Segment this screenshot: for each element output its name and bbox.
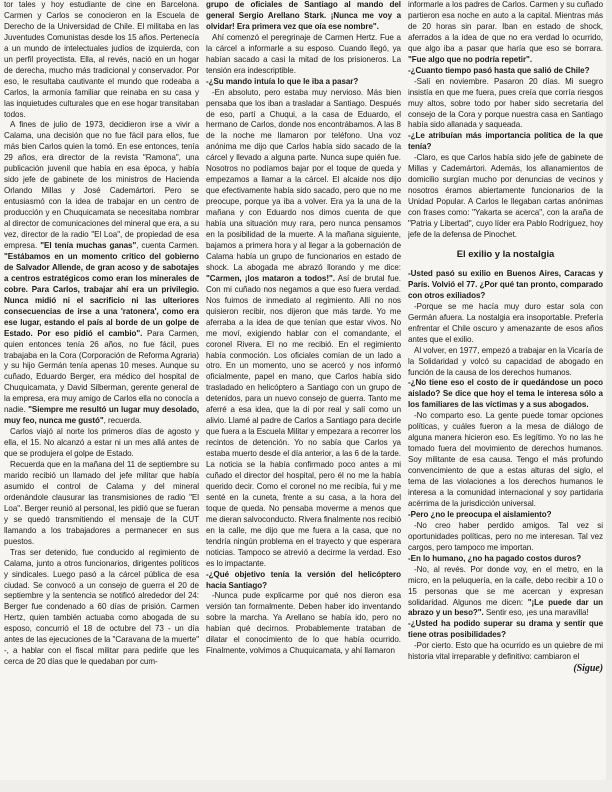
paragraph: -Salí en noviembre. Pasaron 20 días. Mi suegro insistía en que me fuera, pues creía que corría riesgos muy altos, sobre todo por haber sido secretaria del consejo de la Cora y porque nuestra casa en Santiago había sido allanada y saqueada. [408, 76, 603, 130]
interview-question: -¿Usted ha podido superar su drama y sentir que tiene otras posibilidades? [408, 619, 603, 640]
page-bottom-edge [0, 780, 612, 792]
quote: "Carmen, ¡los mataron a todos!". [206, 273, 335, 283]
paragraph: -No comparto eso. La gente puede tomar opciones políticas, y cuáles fueron a la mesa de diálogo de alguna manera hicieron eso. Es legítimo. Yo no las he tomado fuera del movimiento de derechos humanos. Soy militante de esa causa. Tengo el más profundo convencimiento de que a estas alturas del siglo, el tema de las violaciones a los derechos humanos le interesa a la comunidad internacional y soy partidaria acérrima de la jurisdicción universal. [408, 411, 603, 508]
page-edge [606, 0, 612, 792]
paragraph: informarle a los padres de Carlos. Carmen y su cuñado partieron esa noche en auto a la capital. Mientras más de 20 horas sin parar. Iban en estado de shock, aferrados a la idea de que no era verdad lo ocurrido, que algo iba a pasar que haría que eso se borrara. "Fue algo que no podría repetir". [408, 0, 603, 64]
interview-question: -¿Su mando intuía lo que le iba a pasar? [206, 76, 359, 86]
paragraph: -En absoluto, pero estaba muy nervioso. Más bien pensaba que los iban a trasladar a Santiago. Después de eso, partí a Chuqui, a la casa de Eduardo, el hermano de Carlos, donde nos encontrábamos. A las 8 de la noche me llamaron por teléfono. Una voz anónima me dijo que Carlos había sido sacado de la cárcel y llevado a alguna parte. Nunca supe quién fue. Nosotros no podíamos bajar por el toque de queda y empezamos a llamar a la cárcel. El alcaide nos dijo que efectivamente había sido sacado, pero que no me preocupe, porque ya iba a volver. Era ya la una de la mañana y con Eduardo nos dimos cuenta de que había una situación muy rara, pero nunca pensamos en la posibilidad de la muerte. A la mañana siguiente, bajamos a primera hora y al llegar a la gobernación de Calama había un grupo de funcionarios en estado de shock. La abogada me abrazó llorando y me dice: "Carmen, ¡los mataron a todos!". Así de brutal fue. Con mi cuñado nos negamos a que eso fuera verdad. Nos fuimos de inmediato al regimiento. Allí no nos quisieron recibir, nos dijeron que más tarde. Yo me aferraba a la idea de que tenían que estar vivos. No me moví, exigiendo hablar con el comandante, el coronel Rivera. El no me recibió. En el regimiento había conmoción. Los oficiales comían de un lado a otro. En un momento, uno se acercó y nos informó oficialmente, papel en mano, que Carlos había sido trasladado en helicóptero a Santiago con un grupo de detenidos, para un nuevo consejo de guerra. Tanto me aferré a esa idea, que la di por real y salí como un alivio. Llamé al padre de Carlos a Santiago para decirle que fuera a la Escuela Militar y empezara a recorrer los recintos de detención. Yo no sabía que Carlos ya estaba muerto desde el día anterior, a las 6 de la tarde. La noticia se la había confirmado poco antes a mi cuñado el director del hospital, pero él no me la había querido decir. Como el coronel no me recibía, fui y me senté en la cuneta, frente a su casa, a la hora del toque de queda. No pensaba moverme a menos que me dieran salvoconducto. Rivera finalmente nos recibió en la calle, me dijo que me fuera a la casa, que no tendría ningún problema en el trayecto y que esperara noticias. Tampoco se atrevió a decirme la verdad. Eso es lo impactante. [206, 87, 401, 568]
paragraph: Al volver, en 1977, empezó a trabajar en la Vicaría de la Solidaridad y volcó su capacidad de abogado en función de la causa de los derechos humanos. [408, 345, 603, 377]
paragraph: grupo de oficiales de Santiago al mando del general Sergio Arellano Stark. ¡Nunca me voy a olvidar! Era primera vez que oía ese nombre". [206, 0, 401, 31]
paragraph: -Nunca pude explicarme por qué nos dieron esa versión tan formalmente. Deben haber ido inventando sobre la marcha. Ya Arellano se había ido, pero no habían qué decirnos. Probablemente trataban de dilatar el conocimiento de lo que había ocurrido. Finalmente, volvimos a Chuquicamata, y ahí llamaron [206, 591, 401, 656]
quote: "El tenía muchas ganas" [40, 240, 137, 250]
paragraph: Tras ser detenido, fue conducido al regimiento de Calama, junto a otros funcionarios, dirigentes políticos y sindicales. Luego pasó a la cárcel pública de esa ciudad. Se convocó a un consejo de guerra el 20 de septiembre y la sentencia se notificó alrededor del 24: Berger fue condenado a 60 días de prisión. Carmen Hertz, quien también actuaba como abogada de su esposo, concurrió el 18 de octubre del 73 - un día antes de las ejecuciones de la "Caravana de la muerte" -, a hablar con el fiscal militar para pedirle que les cerca de 20 días que le quedaban por cum- [4, 547, 199, 667]
paragraph: Ahí comenzó el peregrinaje de Carmen Hertz. Fue a la cárcel a informarle a su esposo. Cuando llegó, ya habían sacado a casi la mitad de los prisioneros. La tensión era indescriptible. [206, 32, 401, 75]
column-3 [408, 0, 603, 780]
interview-question: -En lo humano, ¿no ha pagado costos duros? [408, 553, 582, 563]
interview-question: -¿No tiene eso el costo de ir quedándose un poco aislado? Se dice que hoy el tema le interesa sólo a los familiares de las víctimas y a sus abogados. [408, 378, 603, 410]
paragraph: tor tales y hoy estudiante de cine en Barcelona. Carmen y Carlos se conocieron en la Escuela de Derecho de la Universidad de Chile. El militaba en las Juventudes Comunistas desde los 15 años. Pertenecía a un mundo de intelectuales judíos de izquierda, con un perfil proyectista. Ella, al revés, nació en un hogar de derecha, mucho más tradicional y conservador. Por eso, le resultaba cautivante el mundo que rodeaba a Carlos, la armonía familiar que reinaba en su casa y las inquietudes culturales que en ese hogar transitaban todos. [4, 0, 199, 119]
paragraph: -Por cierto. Esto que ha ocurrido es un quiebre de mi historia vital irreparable y definitivo: cambiaron el [408, 641, 603, 662]
quote: "Siempre me resultó un lugar muy desolado, muy feo, nunca me gustó" [4, 405, 199, 426]
paragraph: -Claro, es que Carlos había sido jefe de gabinete de Millas y Cademártori. Además, los allanamientos de domicilio surgían mucho por denuncias de vecinos y nosotros éramos abiertamente funcionarios de la Unidad Popular. A Carlos le llegaban cartas anónimas con frases como: "Yakarta se acerca", con la araña de "Patria y Libertad", cuyo líder era Pablo Rodríguez, hoy jefe de la defensa de Pinochet. [408, 153, 603, 240]
interview-question: -Pero ¿no le preocupa el aislamiento? [408, 509, 552, 519]
paragraph: -No creo haber perdido amigos. Tal vez si oportunidades políticas, pero no me interesan. Tal vez cargos, pero tampoco me importan. [408, 520, 603, 552]
interview-question: -¿Cuanto tiempo pasó hasta que salió de Chile? [408, 65, 590, 75]
interview-question: -¿Le atribuían más importancia política de la que tenía? [408, 131, 603, 152]
paragraph: -No, al revés. Por donde voy, en el metro, en la micro, en la peluquería, en la calle, debo recibir a 10 o 15 personas que se me acercan y expresan solidaridad. Algunos me dicen: "¡Le puede dar un abrazo y un beso?". Sentir eso, ¡es una maravilla! [408, 564, 603, 618]
continued-marker: (Sigue) [573, 663, 603, 675]
paragraph: Carlos viajó al norte los primeros días de agosto y ella, el 15. No alcanzó a estar ni un mes allá antes de que se produjera el golpe de Estado. [4, 427, 199, 459]
column-2 [206, 0, 401, 780]
paragraph: A fines de julio de 1973, decidieron irse a vivir a Calama, una decisión que no fue fácil para ellos, fue más bien Carlos quien la tomó. En ese entonces, tenía 29 años, era director de la revista "Ramona", una publicación juvenil que había en esa época, y había sido jefe de gabinete de los ministros de Hacienda Orlando Millas y José Cademártori. Pero se entusiasmó con la idea de trabajar en un centro de producción y en Chuquicamata se necesitaba nombrar al director de comunicaciones del mineral que era, a su vez, director de la radio "El Loa", de propiedad de esa empresa. "El tenía muchas ganas", cuenta Carmen. "Estábamos en un momento crítico del gobierno de Salvador Allende, de gran acoso y de sabotajes a centros estratégicos como eran los minerales de cobre. Para Carlos, trabajar ahí era un privilegio. Nunca midió ni el sacrificio ni las ulteriores consecuencias de irse a una 'ratonera', como era ese lugar, estando el país al borde de un golpe de Estado. Por eso pidió el cambio". Para Carmen, quien entonces tenía 26 años, no fue fácil, pues trabajaba en la Cora (Corporación de Reforma Agraria) y su hijo Germán tenía apenas 10 meses. Aunque su cuñado, Eduardo Berger, era médico del hospital de Chuquicamata, y David Silberman, gerente general de la empresa, era muy amigo de Carlos ella no conocía a nadie. "Siempre me resultó un lugar muy desolado, muy feo, nunca me gustó", recuerda. [4, 120, 199, 426]
column-1 [4, 0, 199, 780]
section-heading: El exilio y la nostalgia [456, 248, 555, 260]
quote: "Estábamos en un momento crítico del gobierno de Salvador Allende, de gran acoso y de sabotajes a centros estratégicos como eran los minerales de cobre. Para Carlos, trabajar ahí era un privilegio. Nunca midió ni el sacrificio ni las ulteriores consecuencias de irse a una 'ratonera', como era ese lugar, estando el país al borde de un golpe de Estado. Por eso pidió el cambio". [4, 251, 199, 338]
interview-question: -Usted pasó su exilio en Buenos Aires, Caracas y París. Volvió el 77. ¿Por qué tan pronto, comparado con otros exiliados? [408, 268, 603, 300]
magazine-page [4, 0, 604, 780]
interview-question: -¿Qué objetivo tenía la versión del helicóptero hacia Santiago? [206, 569, 401, 590]
quote: "¡Le puede dar un abrazo y un beso?". [408, 597, 603, 618]
quote: "Fue algo que no podría repetir". [408, 54, 533, 64]
paragraph: -Porque se me hacía muy duro estar sola con Germán afuera. La nostalgia era insoportable. Prefería enfrentar el Chile oscuro y amenazante de esos años antes que el exilio. [408, 301, 603, 344]
paragraph: Recuerda que en la mañana del 11 de septiembre su marido recibió un llamado del jefe militar que había asumido el control de Calama y del mineral ordenándole clausurar las transmisiones de radio "El Loa". Berger reunió al personal, les pidió que se fueran y se quedó transmitiendo el mensaje de la CUT llamando a los trabajadores a permanecer en sus puestos. [4, 460, 199, 546]
